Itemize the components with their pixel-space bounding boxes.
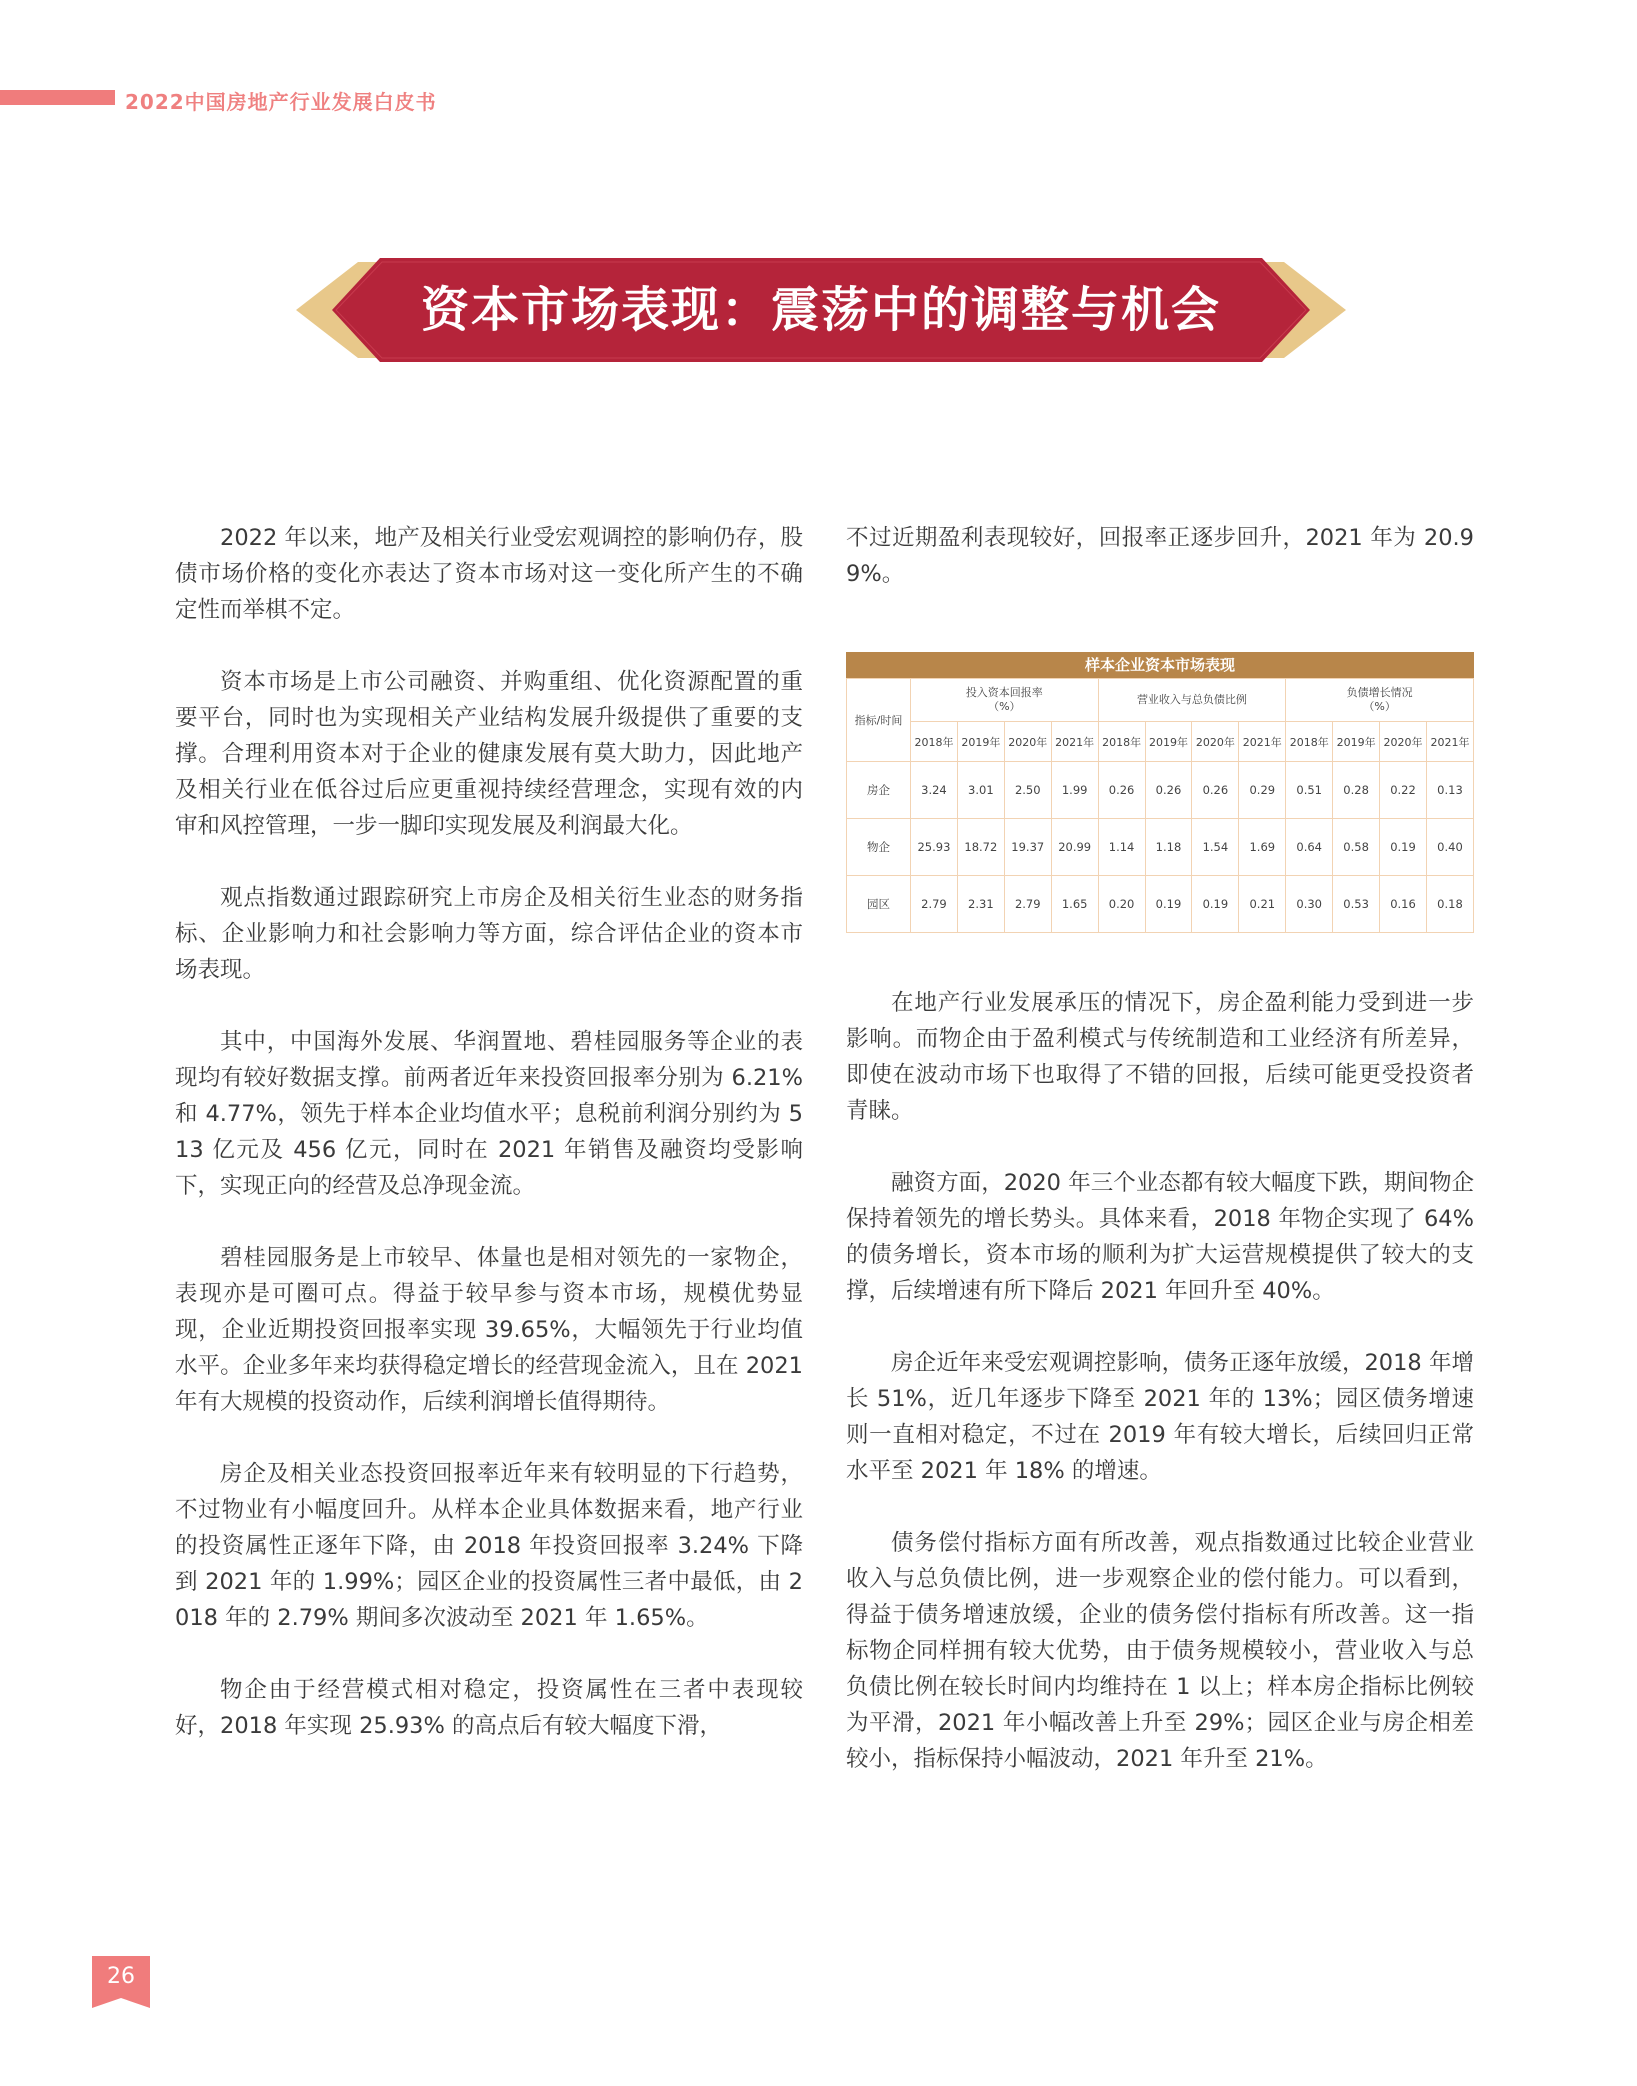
table-cell: 2.31 bbox=[957, 876, 1004, 933]
table-row bbox=[847, 819, 1474, 876]
table-year-header: 2021年 bbox=[1426, 722, 1473, 762]
table-cell: 0.21 bbox=[1239, 876, 1286, 933]
table-cell: 0.58 bbox=[1333, 819, 1380, 876]
table-cell: 0.22 bbox=[1380, 762, 1427, 819]
table-cell: 1.69 bbox=[1239, 819, 1286, 876]
table-cell: 0.51 bbox=[1286, 762, 1333, 819]
table-cell: 1.99 bbox=[1051, 762, 1098, 819]
table-cell: 2.79 bbox=[911, 876, 958, 933]
table-year-header: 2020年 bbox=[1380, 722, 1427, 762]
table-cell: 20.99 bbox=[1051, 819, 1098, 876]
paragraph: 资本市场是上市公司融资、并购重组、优化资源配置的重要平台，同时也为实现相关产业结构发展升级提供了重要的支撑。合理利用资本对于企业的健康发展有莫大助力，因此地产及相关行业在低谷过后应更重视持续经营理念，实现有效的内审和风控管理，一步一脚印实现发展及利润最大化。 bbox=[175, 669, 803, 839]
left-column bbox=[175, 520, 803, 1780]
paragraph: 2022 年以来，地产及相关行业受宏观调控的影响仍存，股债市场价格的变化亦表达了资本市场对这一变化所产生的不确定性而举棋不定。 bbox=[175, 525, 803, 623]
table-cell: 2.79 bbox=[1004, 876, 1051, 933]
row-label: 房企 bbox=[847, 762, 911, 819]
table-year-header: 2021年 bbox=[1239, 722, 1286, 762]
table-year-header: 2019年 bbox=[957, 722, 1004, 762]
table-group-header: 负债增长情况 （%） bbox=[1286, 679, 1474, 722]
table-grid bbox=[846, 678, 1474, 933]
table-cell: 19.37 bbox=[1004, 819, 1051, 876]
table-cell: 0.26 bbox=[1098, 762, 1145, 819]
table-cell: 0.16 bbox=[1380, 876, 1427, 933]
table-year-header: 2019年 bbox=[1333, 722, 1380, 762]
table-cell: 0.26 bbox=[1145, 762, 1192, 819]
table-year-header: 2018年 bbox=[911, 722, 958, 762]
table-cell: 0.30 bbox=[1286, 876, 1333, 933]
table-year-header: 2018年 bbox=[1098, 722, 1145, 762]
paragraph: 房企及相关业态投资回报率近年来有较明显的下行趋势，不过物业有小幅度回升。从样本企业具体数据来看，地产行业的投资属性正逐年下降，由 2018 年投资回报率 3.24% 下降到 2021 年的 1.99%；园区企业的投资属性三者中最低，由 2018 年的 2.79% 期间多次波动至 2021 年 1.65%。 bbox=[175, 1461, 803, 1631]
header-accent-bar bbox=[0, 90, 115, 105]
section-title: 资本市场表现：震荡中的调整与机会 bbox=[420, 282, 1221, 338]
table-row bbox=[847, 762, 1474, 819]
table-cell: 1.65 bbox=[1051, 876, 1098, 933]
table-year-header: 2020年 bbox=[1004, 722, 1051, 762]
table-group-header: 投入资本回报率 （%） bbox=[911, 679, 1099, 722]
table-cell: 0.26 bbox=[1192, 762, 1239, 819]
table-cell: 2.50 bbox=[1004, 762, 1051, 819]
table-cell: 0.19 bbox=[1192, 876, 1239, 933]
table-title: 样本企业资本市场表现 bbox=[846, 652, 1474, 678]
table-cell: 25.93 bbox=[911, 819, 958, 876]
table-cell: 3.01 bbox=[957, 762, 1004, 819]
table-cell: 0.13 bbox=[1426, 762, 1473, 819]
paragraph: 房企近年来受宏观调控影响，债务正逐年放缓，2018 年增长 51%，近几年逐步下降至 2021 年的 13%；园区债务增速则一直相对稳定，不过在 2019 年有较大增长，后续回归正常水平至 2021 年 18% 的增速。 bbox=[846, 1350, 1474, 1484]
paragraph: 其中，中国海外发展、华润置地、碧桂园服务等企业的表现均有较好数据支撑。前两者近年来投资回报率分别为 6.21% 和 4.77%，领先于样本企业均值水平；息税前利润分别约为 513 亿元及 456 亿元，同时在 2021 年销售及融资均受影响下，实现正向的经营及总净现金流。 bbox=[175, 1029, 803, 1199]
table-cell: 0.18 bbox=[1426, 876, 1473, 933]
table-cell: 0.28 bbox=[1333, 762, 1380, 819]
right-column bbox=[846, 520, 1474, 1813]
paragraph: 物企由于经营模式相对稳定，投资属性在三者中表现较好，2018 年实现 25.93% 的高点后有较大幅度下滑， bbox=[175, 1677, 803, 1739]
table-cell: 0.53 bbox=[1333, 876, 1380, 933]
row-label: 物企 bbox=[847, 819, 911, 876]
table-cell: 0.29 bbox=[1239, 762, 1286, 819]
section-banner bbox=[296, 258, 1346, 362]
table-cell: 1.14 bbox=[1098, 819, 1145, 876]
data-table bbox=[846, 652, 1474, 933]
table-corner-header: 指标/时间 bbox=[847, 679, 911, 762]
row-label: 园区 bbox=[847, 876, 911, 933]
table-cell: 3.24 bbox=[911, 762, 958, 819]
table-cell: 0.20 bbox=[1098, 876, 1145, 933]
table-cell: 0.64 bbox=[1286, 819, 1333, 876]
table-cell: 0.19 bbox=[1145, 876, 1192, 933]
table-year-header: 2018年 bbox=[1286, 722, 1333, 762]
table-cell: 18.72 bbox=[957, 819, 1004, 876]
page-number: 26 bbox=[107, 1964, 135, 1989]
table-cell: 0.40 bbox=[1426, 819, 1473, 876]
table-group-header: 营业收入与总负债比例 bbox=[1098, 679, 1286, 722]
table-cell: 1.18 bbox=[1145, 819, 1192, 876]
table-cell: 1.54 bbox=[1192, 819, 1239, 876]
table-row bbox=[847, 876, 1474, 933]
table-year-header: 2019年 bbox=[1145, 722, 1192, 762]
paragraph: 观点指数通过跟踪研究上市房企及相关衍生业态的财务指标、企业影响力和社会影响力等方面，综合评估企业的资本市场表现。 bbox=[175, 885, 803, 983]
header-title: 2022中国房地产行业发展白皮书 bbox=[125, 90, 437, 114]
table-year-header: 2020年 bbox=[1192, 722, 1239, 762]
paragraph: 融资方面，2020 年三个业态都有较大幅度下跌，期间物企保持着领先的增长势头。具体来看，2018 年物企实现了 64% 的债务增长，资本市场的顺利为扩大运营规模提供了较大的支撑，后续增速有所下降后 2021 年回升至 40%。 bbox=[846, 1170, 1474, 1304]
paragraph: 债务偿付指标方面有所改善，观点指数通过比较企业营业收入与总负债比例，进一步观察企业的偿付能力。可以看到，得益于债务增速放缓，企业的债务偿付指标有所改善。这一指标物企同样拥有较大优势，由于债务规模较小，营业收入与总负债比例在较长时间内均维持在 1 以上；样本房企指标比例较为平滑，2021 年小幅改善上升至 29%；园区企业与房企相差较小，指标保持小幅波动，2021 年升至 21%。 bbox=[846, 1530, 1474, 1772]
paragraph: 碧桂园服务是上市较早、体量也是相对领先的一家物企，表现亦是可圈可点。得益于较早参与资本市场，规模优势显现，企业近期投资回报率实现 39.65%，大幅领先于行业均值水平。企业多年来均获得稳定增长的经营现金流入，且在 2021 年有大规模的投资动作，后续利润增长值得期待。 bbox=[175, 1245, 803, 1415]
paragraph: 在地产行业发展承压的情况下，房企盈利能力受到进一步影响。而物企由于盈利模式与传统制造和工业经济有所差异，即使在波动市场下也取得了不错的回报，后续可能更受投资者青睐。 bbox=[846, 990, 1474, 1124]
paragraph-continued: 不过近期盈利表现较好，回报率正逐步回升，2021 年为 20.99%。 bbox=[846, 525, 1474, 587]
page-number-badge bbox=[92, 1956, 150, 2008]
table-cell: 0.19 bbox=[1380, 819, 1427, 876]
table-year-header: 2021年 bbox=[1051, 722, 1098, 762]
